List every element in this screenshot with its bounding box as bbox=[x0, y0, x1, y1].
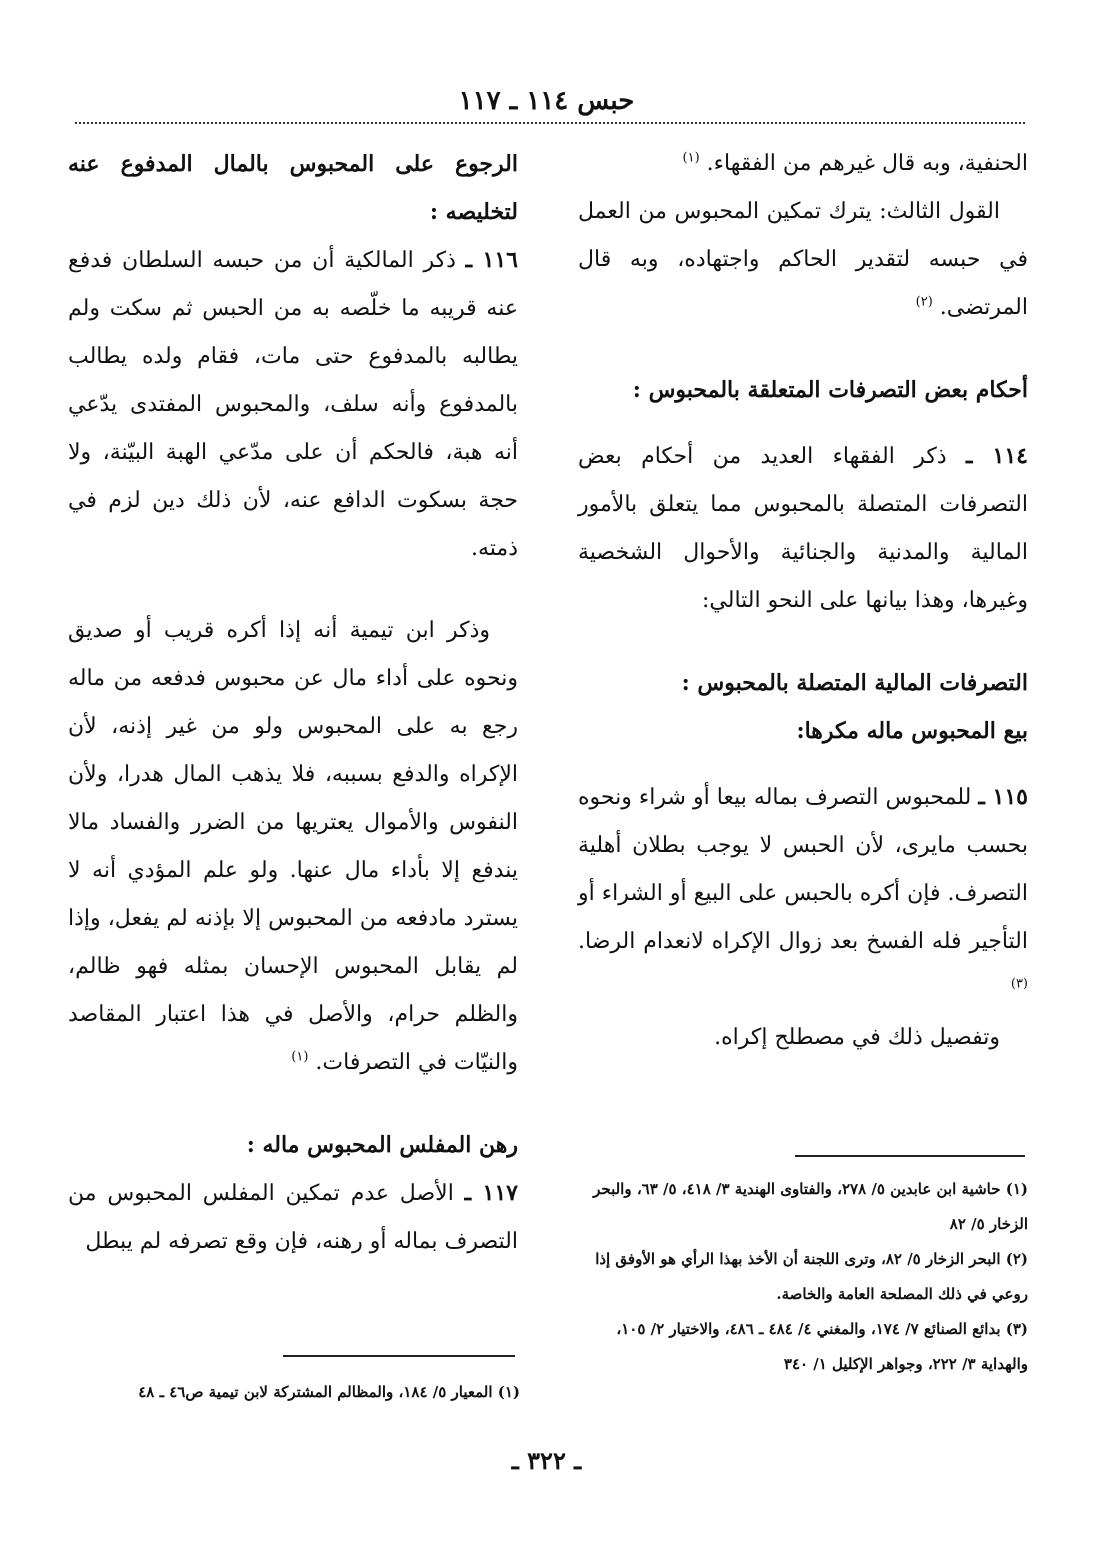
paragraph: وتفصيل ذلك في مصطلح إكراه. bbox=[714, 1025, 1000, 1050]
paragraph-number: ١١٦ ـ bbox=[465, 247, 518, 273]
paragraph: ١١٧ ـ الأصل عدم تمكين المفلس المحبوس من التصرف بماله أو رهنه، فإن وقع تصرفه لم يبطل bbox=[68, 1180, 518, 1254]
footnote-ref: (٢) bbox=[915, 294, 933, 310]
footnote: (١) حاشية ابن عابدين ٥/ ٢٧٨، والفتاوى الهندية ٣/ ٤١٨، ٥/ ٦٣، والبحر الزخار ٥/ ٨٢ bbox=[593, 1180, 1028, 1233]
subsection-heading: بيع المحبوس ماله مكرها: bbox=[796, 718, 1028, 744]
left-column bbox=[68, 140, 518, 1266]
footnote-ref: (١) bbox=[291, 1049, 309, 1065]
paragraph-number: ١١٥ ـ bbox=[978, 784, 1028, 810]
footnote: (١) المعيار ٥/ ١٨٤، والمظالم المشتركة لابن تيمية ص٤٦ ـ ٤٨ bbox=[138, 1383, 520, 1401]
section-heading: الرجوع على المحبوس بالمال المدفوع عنه لتخليصه : bbox=[68, 151, 518, 225]
footnote: (٢) البحر الزخار ٥/ ٨٢، وترى اللجنة أن الأخذ بهذا الرأي هو الأوفق إذا روعي في ذلك المصلحة العامة والخاصة. bbox=[595, 1250, 1028, 1303]
header-divider bbox=[75, 122, 1025, 124]
section-heading: التصرفات المالية المتصلة بالمحبوس : bbox=[681, 670, 1028, 696]
paragraph-number: ١١٤ ـ bbox=[966, 443, 1028, 469]
footnote-ref: (٣) bbox=[1010, 976, 1028, 992]
paragraph: وذكر ابن تيمية أنه إذا أكره قريب أو صديق ونحوه على أداء مال عن محبوس فدفعه من ماله رجع به على المحبوس ولو من غير إذنه، لأن الإكراه والدفع بسببه، فلا يذهب المال هدرا، ولأن النفوس والأموال يعتريها من الضرر والفساد مالا يندفع إلا بأداء مال عنها. ولو علم المؤدي أنه لا يسترد مادفعه من المحبوس إلا بإذنه لم يفعل، وإذا لم يقابل المحبوس الإحسان بمثله فهو ظالم، والظلم حرام، والأصل في هذا اعتبار المقاصد والنيّات في التصرفات. $^{(١)}$ bbox=[68, 618, 518, 1075]
right-column bbox=[578, 140, 1028, 1062]
footnotes-left bbox=[65, 1375, 520, 1410]
section-heading: رهن المفلس المحبوس ماله : bbox=[246, 1132, 518, 1158]
footnote-ref: (١) bbox=[682, 150, 700, 166]
page-header-title: حبس ١١٤ ـ ١١٧ bbox=[458, 86, 635, 116]
paragraph: ١١٦ ـ ذكر المالكية أن من حبسه السلطان فدفع عنه قريبه ما خلّصه به من الحبس ثم سكت ولم يطالبه بالمدفوع حتى مات، فقام ولده يطالب بالمدفوع وأنه سلف، والمحبوس المفتدى يدّعي أنه هبة، فالحكم أن على مدّعي الهبة البيّنة، ولا حجة بسكوت الدافع عنه، لأن ذلك دين لزم في ذمته. bbox=[68, 247, 518, 561]
footnote-divider bbox=[283, 1355, 515, 1357]
paragraph: الحنفية، وبه قال غيرهم من الفقهاء. $^{(١)}$ bbox=[682, 150, 1028, 176]
footnote: (٣) بدائع الصنائع ٧/ ١٧٤، والمغني ٤/ ٤٨٤ ـ ٤٨٦، والاختيار ٢/ ١٠٥، والهداية ٣/ ٢٢٢، وجواهر الإكليل ١/ ٣٤٠ bbox=[616, 1320, 1028, 1373]
paragraph: ١١٤ ـ ذكر الفقهاء العديد من أحكام بعض التصرفات المتصلة بالمحبوس مما يتعلق بالأمور المالية والمدنية والجنائية والأحوال الشخصية وغيرها، وهذا بيانها على النحو التالي: bbox=[578, 443, 1028, 613]
footnotes-right bbox=[573, 1172, 1028, 1382]
paragraph-number: ١١٧ ـ bbox=[464, 1180, 518, 1206]
footnote-divider bbox=[795, 1155, 1025, 1157]
page-number: ـ ٣٢٢ ـ bbox=[511, 1446, 582, 1475]
paragraph: القول الثالث: يترك تمكين المحبوس من العمل في حبسه لتقدير الحاكم واجتهاده، وبه قال المرتضى. $^{(٢)}$ bbox=[578, 199, 1028, 320]
paragraph: ١١٥ ـ للمحبوس التصرف بماله بيعا أو شراء ونحوه بحسب مايرى، لأن الحبس لا يوجب بطلان أهلية التصرف. فإن أكره بالحبس على البيع أو الشراء أو التأجير فله الفسخ بعد زوال الإكراه لانعدام الرضا. $^{(٣)}$ bbox=[578, 784, 1028, 992]
section-heading: أحكام بعض التصرفات المتعلقة بالمحبوس : bbox=[632, 377, 1028, 403]
